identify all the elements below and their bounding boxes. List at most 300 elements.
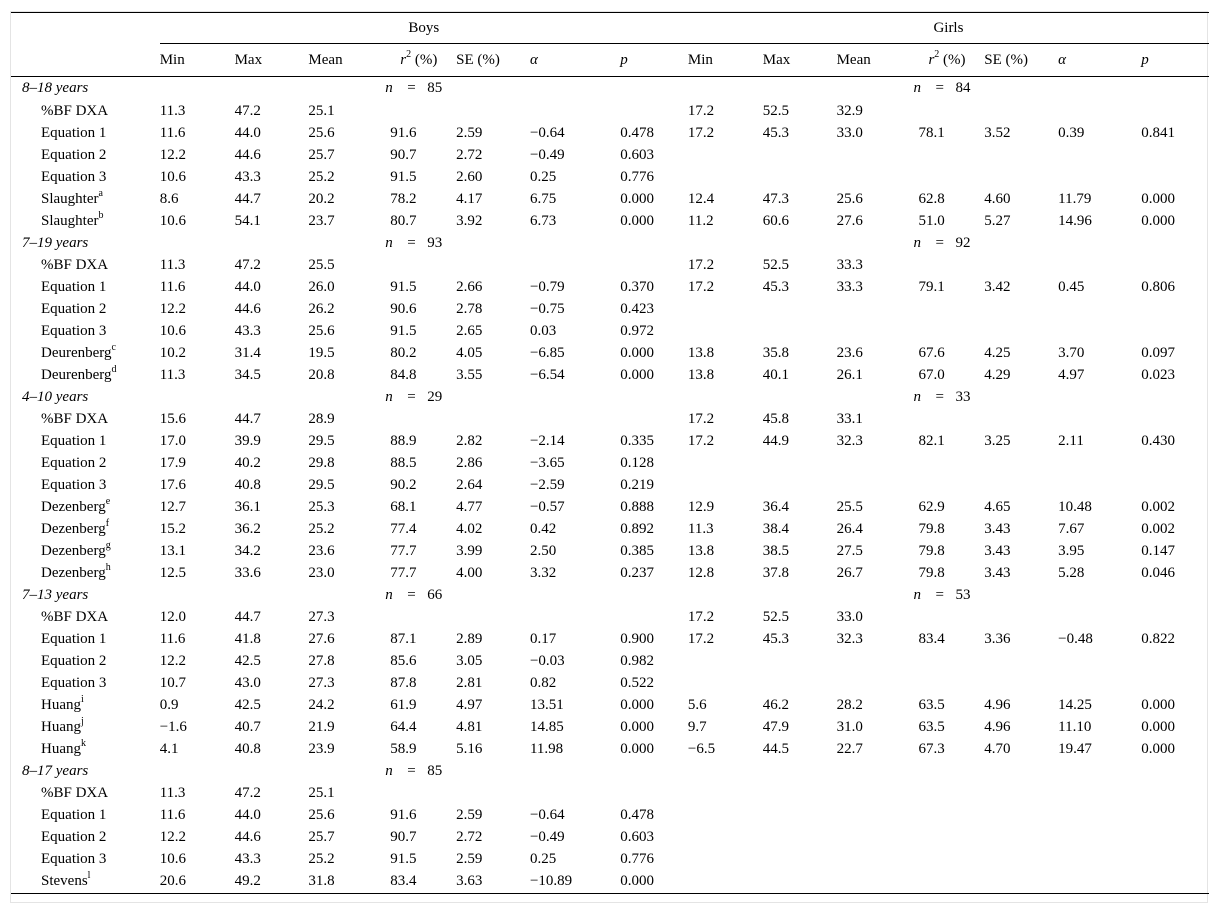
empty-cell — [763, 232, 837, 254]
row-label-text: %BF DXA — [41, 256, 109, 273]
cell-girls-1: 52.5 — [762, 102, 789, 119]
cell-girls-2 — [837, 826, 911, 848]
cell-girls-3: 62.9 — [918, 498, 945, 515]
cell-boys-1: 43.3 — [234, 850, 261, 867]
cell-girls-4: 4.96 — [984, 718, 1011, 735]
cell-boys-4: 3.99 — [456, 542, 483, 559]
cell-boys-5: −6.54 — [529, 366, 565, 383]
cell-boys-6: 0.982 — [620, 652, 654, 669]
cell-girls-2 — [837, 474, 911, 496]
cell-boys-6: 0.900 — [620, 630, 654, 647]
cell-girls-5 — [1058, 650, 1141, 672]
cell-boys-2: 25.1 — [308, 784, 335, 801]
row-label-text: Dezenberg — [41, 498, 106, 515]
cell-girls-4: 3.43 — [984, 520, 1011, 537]
section-title: 4–10 years — [22, 388, 89, 405]
cell-boys-0: 4.1 — [159, 740, 179, 757]
cell-girls-5: 11.10 — [1058, 718, 1092, 735]
row-label — [11, 540, 160, 562]
cell-girls-6 — [1141, 474, 1209, 496]
row-label-text: Equation 2 — [41, 300, 107, 317]
cell-boys-1: 44.0 — [234, 806, 261, 823]
cell-girls-3 — [910, 474, 984, 496]
cell-girls-1 — [763, 298, 837, 320]
cell-boys-1: 44.6 — [234, 146, 261, 163]
cell-girls-3 — [910, 166, 984, 188]
cell-girls-5 — [1058, 848, 1141, 870]
cell-girls-6 — [1141, 298, 1209, 320]
cell-girls-5: 0.45 — [1058, 278, 1085, 295]
equals-sign: = — [935, 388, 944, 405]
cell-girls-3: 83.4 — [918, 630, 945, 647]
cell-girls-0 — [688, 144, 763, 166]
cell-boys-4: 2.72 — [456, 146, 483, 163]
row-label-text: Huang — [41, 718, 81, 735]
cell-boys-3: 88.9 — [390, 432, 417, 449]
cell-boys-0: 17.0 — [159, 432, 186, 449]
cell-boys-3: 80.7 — [390, 212, 417, 229]
cell-girls-2: 23.6 — [836, 344, 863, 361]
cell-girls-6 — [1141, 254, 1209, 276]
section-row — [11, 760, 1209, 782]
cell-boys-6: 0.000 — [620, 366, 654, 383]
cell-girls-1: 46.2 — [762, 696, 789, 713]
cell-boys-0: 12.2 — [159, 828, 186, 845]
cell-girls-6: 0.000 — [1141, 740, 1175, 757]
cell-girls-0 — [688, 298, 763, 320]
cell-boys-0: 15.6 — [159, 410, 186, 427]
cell-girls-2: 22.7 — [836, 740, 863, 757]
cell-boys-5: 11.98 — [529, 740, 564, 757]
cell-boys-3: 78.2 — [390, 190, 417, 207]
cell-boys-2: 24.2 — [308, 696, 335, 713]
n-boys — [382, 386, 688, 408]
cell-girls-2: 32.9 — [836, 102, 863, 119]
cell-girls-5 — [1058, 672, 1141, 694]
n-symbol: n — [385, 586, 393, 603]
row-label-text: Equation 1 — [41, 630, 107, 647]
cell-girls-1: 38.5 — [762, 542, 789, 559]
row-label-text: Slaughter — [41, 212, 99, 229]
cell-boys-6: 0.000 — [620, 212, 654, 229]
empty-cell — [308, 77, 382, 101]
row-label — [11, 122, 160, 144]
empty-cell — [763, 584, 837, 606]
empty-cell — [688, 77, 763, 101]
n-girls — [910, 77, 1209, 101]
row-label-text: Huang — [41, 740, 81, 757]
cell-girls-0: −6.5 — [687, 740, 716, 757]
cell-boys-2: 29.5 — [308, 476, 335, 493]
cell-girls-4: 4.70 — [984, 740, 1011, 757]
row-label — [11, 562, 160, 584]
cell-girls-2: 33.3 — [836, 256, 863, 273]
n-boys-value: 85 — [427, 762, 443, 779]
cell-boys-2: 21.9 — [308, 718, 335, 735]
cell-boys-3: 68.1 — [390, 498, 417, 515]
cell-boys-6: 0.335 — [620, 432, 654, 449]
row-label-text: Huang — [41, 696, 81, 713]
cell-girls-2: 33.3 — [836, 278, 863, 295]
cell-boys-6: 0.522 — [620, 674, 654, 691]
row-label — [11, 408, 160, 430]
cell-boys-1: 42.5 — [234, 652, 261, 669]
row-label — [11, 474, 160, 496]
cell-boys-2: 25.2 — [308, 520, 335, 537]
cell-girls-0 — [688, 782, 763, 804]
cell-girls-3 — [910, 848, 984, 870]
cell-boys-3: 91.5 — [390, 278, 417, 295]
cell-girls-6: 0.430 — [1141, 432, 1175, 449]
cell-boys-5 — [530, 100, 620, 122]
cell-girls-5: 5.28 — [1058, 564, 1085, 581]
n-girls — [910, 232, 1209, 254]
cell-girls-6 — [1141, 848, 1209, 870]
empty-cell — [308, 386, 382, 408]
table-row — [11, 540, 1209, 562]
cell-boys-6: 0.237 — [620, 564, 654, 581]
cell-boys-2: 23.6 — [308, 542, 335, 559]
cell-boys-4 — [456, 408, 530, 430]
n-boys — [382, 77, 688, 101]
cell-boys-0: 11.3 — [159, 366, 186, 383]
cell-girls-3: 62.8 — [918, 190, 945, 207]
cell-girls-3 — [910, 320, 984, 342]
cell-girls-3: 79.8 — [918, 520, 945, 537]
cell-boys-3: 85.6 — [390, 652, 417, 669]
table-row — [11, 848, 1209, 870]
cell-boys-5: −0.75 — [529, 300, 565, 317]
equals-sign: = — [407, 586, 416, 603]
n-boys-value: 66 — [427, 586, 443, 603]
cell-boys-5 — [530, 606, 620, 628]
cell-boys-0: 12.5 — [159, 564, 186, 581]
cell-boys-4: 2.65 — [456, 322, 483, 339]
cell-boys-1: 43.3 — [234, 168, 261, 185]
cell-girls-3 — [910, 298, 984, 320]
cell-boys-2: 25.1 — [308, 102, 335, 119]
cell-girls-3 — [910, 826, 984, 848]
cell-boys-6 — [620, 408, 688, 430]
table-frame — [10, 11, 1208, 903]
table-row — [11, 518, 1209, 540]
cell-boys-0: 15.2 — [159, 520, 186, 537]
empty-cell — [235, 386, 309, 408]
cell-girls-6: 0.822 — [1141, 630, 1175, 647]
cell-girls-3: 78.1 — [918, 124, 945, 141]
cell-boys-3: 64.4 — [390, 718, 417, 735]
footnote-marker: a — [98, 187, 103, 199]
cell-boys-1: 49.2 — [235, 870, 309, 894]
group-header-row — [11, 13, 1209, 44]
cell-girls-0: 11.2 — [687, 212, 714, 229]
results-table — [11, 12, 1209, 894]
cell-girls-5 — [1058, 474, 1141, 496]
cell-girls-6 — [1141, 870, 1209, 894]
cell-girls-2 — [837, 320, 911, 342]
empty-cell — [235, 584, 309, 606]
cell-girls-4: 3.43 — [984, 564, 1011, 581]
col-header-boys-r2 — [382, 44, 456, 77]
cell-girls-0 — [688, 474, 763, 496]
row-label-text: Dezenberg — [41, 564, 106, 581]
cell-boys-4 — [456, 254, 530, 276]
cell-girls-1 — [763, 826, 837, 848]
table-row — [11, 100, 1209, 122]
cell-girls-6 — [1141, 826, 1209, 848]
cell-boys-0: 12.7 — [159, 498, 186, 515]
cell-girls-2 — [837, 848, 911, 870]
cell-boys-0: 11.3 — [159, 102, 186, 119]
row-label-text: Equation 3 — [41, 322, 107, 339]
table-row — [11, 870, 1209, 894]
cell-girls-6: 0.147 — [1141, 542, 1175, 559]
row-label-text: Equation 2 — [41, 454, 107, 471]
cell-boys-3: 84.8 — [390, 366, 417, 383]
cell-boys-4: 2.89 — [456, 630, 483, 647]
cell-girls-0: 5.6 — [687, 696, 707, 713]
footnote-marker: k — [81, 737, 86, 749]
empty-cell — [837, 232, 911, 254]
cell-girls-2: 28.2 — [836, 696, 863, 713]
cell-girls-1: 52.5 — [762, 256, 789, 273]
cell-boys-6: 0.219 — [620, 476, 654, 493]
footnote-marker: l — [87, 870, 91, 881]
cell-girls-0 — [688, 848, 763, 870]
cell-girls-6: 0.000 — [1141, 212, 1175, 229]
cell-girls-1 — [763, 782, 837, 804]
section-row — [11, 232, 1209, 254]
row-label-text: %BF DXA — [41, 102, 109, 119]
row-label-text: Equation 2 — [41, 652, 107, 669]
cell-girls-4 — [984, 870, 1058, 894]
cell-boys-1: 40.2 — [234, 454, 261, 471]
empty-cell — [160, 760, 235, 782]
row-label — [11, 144, 160, 166]
cell-boys-5: −2.14 — [529, 432, 565, 449]
cell-boys-1: 54.1 — [234, 212, 261, 229]
cell-boys-2: 23.7 — [308, 212, 335, 229]
cell-boys-3: 77.7 — [390, 564, 417, 581]
cell-boys-0: 12.2 — [159, 146, 186, 163]
cell-boys-2: 25.5 — [308, 256, 335, 273]
row-label — [11, 650, 160, 672]
cell-boys-6: 0.000 — [620, 696, 654, 713]
cell-girls-3 — [910, 804, 984, 826]
cell-boys-4: 5.16 — [456, 740, 483, 757]
col-header-boys-mean: Mean — [308, 44, 382, 77]
cell-boys-5 — [530, 408, 620, 430]
cell-girls-0 — [688, 870, 763, 894]
cell-girls-5: 4.97 — [1058, 366, 1085, 383]
row-label-text: Dezenberg — [41, 542, 106, 559]
table-body — [11, 77, 1209, 894]
cell-girls-1 — [763, 474, 837, 496]
cell-girls-5 — [1058, 782, 1141, 804]
n-boys — [382, 232, 688, 254]
section-row — [11, 584, 1209, 606]
cell-boys-1: 44.0 — [234, 278, 261, 295]
cell-boys-0: 11.3 — [159, 256, 186, 273]
column-header-row — [11, 44, 1209, 77]
row-label — [11, 210, 160, 232]
cell-girls-5 — [1058, 254, 1141, 276]
n-symbol: n — [385, 388, 393, 405]
cell-girls-1 — [763, 320, 837, 342]
row-label — [11, 342, 160, 364]
cell-boys-4: 2.72 — [456, 828, 483, 845]
row-label-text: Equation 1 — [41, 278, 107, 295]
table-row — [11, 452, 1209, 474]
cell-girls-0: 17.2 — [687, 256, 715, 273]
cell-boys-6: 0.603 — [620, 828, 654, 845]
cell-boys-2: 27.6 — [308, 630, 335, 647]
row-label — [11, 628, 160, 650]
cell-boys-0: 12.0 — [159, 608, 186, 625]
empty-cell — [235, 232, 309, 254]
cell-girls-4 — [984, 408, 1058, 430]
cell-boys-1: 47.2 — [234, 102, 261, 119]
cell-girls-2 — [837, 166, 911, 188]
cell-girls-4: 3.42 — [984, 278, 1011, 295]
equals-sign: = — [407, 762, 416, 779]
group-header-boys: Boys — [160, 13, 688, 44]
cell-boys-2: 29.8 — [308, 454, 335, 471]
cell-boys-3 — [382, 100, 456, 122]
cell-boys-3 — [382, 782, 456, 804]
footnote-marker: c — [111, 341, 116, 353]
cell-girls-6 — [1141, 804, 1209, 826]
cell-boys-3: 87.1 — [390, 630, 417, 647]
r-symbol: r — [400, 51, 407, 68]
row-label — [11, 672, 160, 694]
cell-girls-4: 3.43 — [984, 542, 1011, 559]
cell-girls-2: 32.3 — [836, 630, 863, 647]
cell-girls-4 — [984, 650, 1058, 672]
table-row — [11, 562, 1209, 584]
table-row — [11, 650, 1209, 672]
cell-boys-3: 83.4 — [382, 870, 456, 894]
row-label — [11, 298, 160, 320]
cell-boys-1: 43.0 — [234, 674, 261, 691]
cell-girls-4: 4.65 — [984, 498, 1011, 515]
row-label — [11, 188, 160, 210]
cell-boys-3: 91.6 — [390, 124, 417, 141]
row-label — [11, 782, 160, 804]
cell-boys-5: −0.57 — [529, 498, 565, 515]
cell-boys-5: −3.65 — [529, 454, 565, 471]
cell-boys-1: 36.2 — [234, 520, 261, 537]
row-label — [11, 870, 160, 894]
cell-girls-1 — [763, 870, 837, 894]
cell-girls-4 — [984, 474, 1058, 496]
cell-boys-3: 61.9 — [390, 696, 417, 713]
cell-girls-6 — [1141, 672, 1209, 694]
empty-cell — [688, 760, 763, 782]
cell-girls-2 — [837, 144, 911, 166]
cell-girls-5 — [1058, 320, 1141, 342]
cell-girls-4 — [984, 782, 1058, 804]
cell-girls-3: 63.5 — [918, 718, 945, 735]
table-row — [11, 188, 1209, 210]
empty-cell — [308, 760, 382, 782]
cell-boys-1: 44.6 — [234, 300, 261, 317]
cell-boys-4: 4.77 — [456, 498, 483, 515]
cell-girls-1: 38.4 — [762, 520, 789, 537]
cell-boys-4: 3.63 — [456, 870, 530, 894]
cell-boys-6: 0.000 — [620, 190, 654, 207]
cell-girls-6 — [1141, 782, 1209, 804]
cell-girls-5 — [1058, 100, 1141, 122]
cell-boys-4: 2.64 — [456, 476, 483, 493]
cell-girls-5: 2.11 — [1058, 432, 1084, 449]
footnote-marker: f — [105, 517, 110, 529]
table-row — [11, 342, 1209, 364]
row-label — [11, 716, 160, 738]
cell-boys-2: 26.0 — [308, 278, 335, 295]
row-label — [11, 694, 160, 716]
cell-girls-5: 11.79 — [1058, 190, 1092, 207]
cell-girls-2: 26.4 — [836, 520, 863, 537]
cell-boys-2: 27.3 — [308, 674, 335, 691]
cell-boys-3 — [382, 606, 456, 628]
cell-girls-2 — [837, 650, 911, 672]
cell-girls-5 — [1058, 408, 1141, 430]
equals-sign: = — [935, 586, 944, 603]
cell-girls-6: 0.002 — [1141, 498, 1175, 515]
section-title: 7–19 years — [22, 234, 89, 251]
cell-girls-1: 45.3 — [762, 124, 789, 141]
cell-boys-5: 14.85 — [529, 718, 564, 735]
cell-boys-5: −0.64 — [529, 806, 565, 823]
empty-cell — [763, 77, 837, 101]
cell-boys-2: 25.2 — [308, 168, 335, 185]
cell-girls-1: 45.3 — [762, 278, 789, 295]
cell-boys-0: 11.6 — [159, 278, 186, 295]
cell-boys-4: 4.05 — [456, 344, 483, 361]
cell-girls-5: 19.47 — [1058, 740, 1092, 757]
n-boys-value: 29 — [427, 388, 443, 405]
cell-girls-0: 13.8 — [687, 542, 715, 559]
cell-boys-1: 40.7 — [234, 718, 261, 735]
percent-unit: (%) — [411, 51, 438, 68]
cell-boys-4: 4.02 — [456, 520, 483, 537]
cell-girls-6 — [1141, 452, 1209, 474]
cell-boys-3: 90.7 — [390, 146, 417, 163]
cell-girls-4: 3.52 — [984, 124, 1011, 141]
cell-girls-5 — [1058, 166, 1141, 188]
cell-boys-5: 0.25 — [529, 168, 557, 185]
cell-girls-3: 67.0 — [918, 366, 945, 383]
cell-boys-6: 0.423 — [620, 300, 654, 317]
col-header-girls-r2 — [910, 44, 984, 77]
col-header-boys-alpha: α — [530, 44, 620, 77]
cell-boys-6: 0.603 — [620, 146, 654, 163]
cell-girls-0: 12.4 — [687, 190, 715, 207]
cell-girls-5: 7.67 — [1058, 520, 1085, 537]
r-symbol: r — [928, 51, 935, 68]
row-label-text: Equation 3 — [41, 168, 107, 185]
table-row — [11, 408, 1209, 430]
cell-boys-3 — [382, 408, 456, 430]
table-row — [11, 276, 1209, 298]
cell-girls-5 — [1058, 452, 1141, 474]
cell-girls-1: 60.6 — [762, 212, 789, 229]
cell-girls-2: 25.5 — [836, 498, 863, 515]
cell-boys-0: 13.1 — [159, 542, 186, 559]
cell-girls-4: 3.36 — [984, 630, 1011, 647]
cell-girls-0 — [688, 672, 763, 694]
